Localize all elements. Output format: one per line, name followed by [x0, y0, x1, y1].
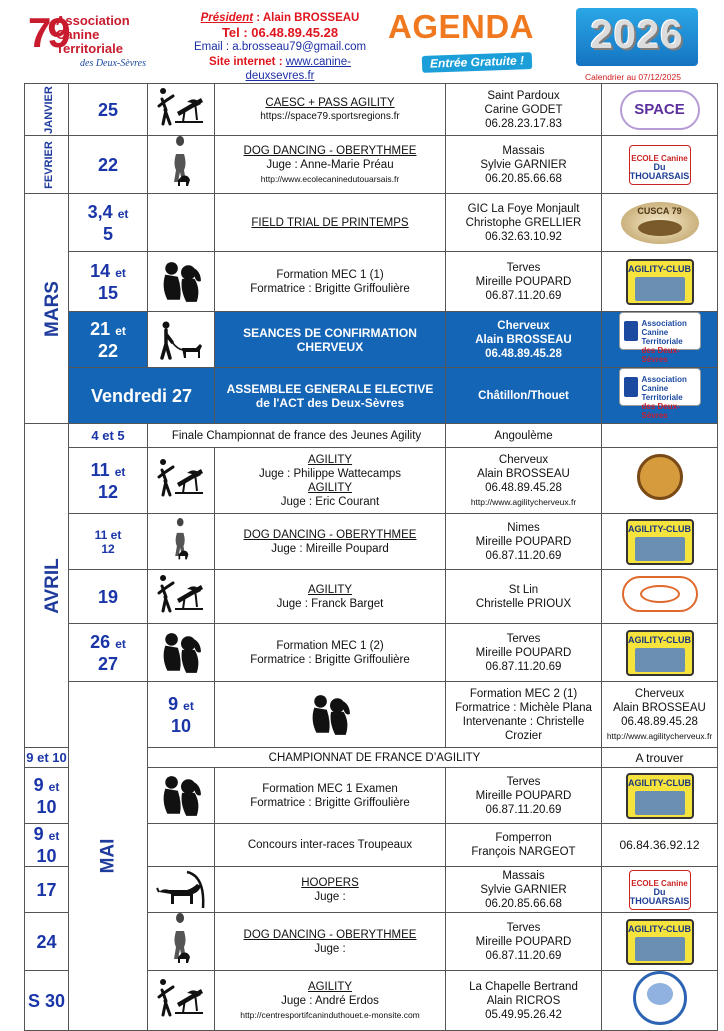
event-date: 19	[69, 570, 148, 624]
ecole-thouarsais-logo	[629, 870, 691, 910]
year-banner	[576, 8, 698, 66]
event-cell	[215, 570, 446, 624]
agility-icon	[148, 84, 215, 136]
month-label: FEVRIER	[42, 140, 55, 189]
location-cell	[602, 682, 718, 748]
location: Fomperron	[495, 832, 552, 844]
date-start: 9	[33, 774, 44, 795]
event-trainer: Formatrice : Brigitte Griffoulière	[250, 282, 410, 295]
event-url[interactable]: http://centresportifcaninduthouet.e-monsite.com	[240, 1009, 420, 1020]
event-judge-2: Juge : Eric Courant	[280, 495, 380, 508]
date-start: 3,4	[87, 201, 113, 222]
table-row	[25, 194, 718, 252]
location-cell	[446, 913, 602, 971]
mec-icon	[148, 624, 215, 682]
location-cell	[446, 824, 602, 867]
date-start: 9	[168, 693, 179, 714]
contact-phone: 06.87.11.20.69	[485, 289, 562, 302]
location-cell	[446, 194, 602, 252]
event-speaker: Intervenante : Christelle Crozier	[462, 715, 585, 742]
date-start: 11	[90, 459, 110, 480]
empty-icon-cell	[148, 194, 215, 252]
location: Terves	[506, 632, 541, 645]
empty-icon-cell	[148, 824, 215, 867]
location-cell	[446, 867, 602, 913]
date-and: et	[48, 779, 60, 794]
event-date	[25, 824, 69, 867]
page-header	[0, 0, 724, 86]
event-title: FIELD TRIAL DE PRINTEMPS	[251, 216, 409, 229]
logo-line2: Territoriale	[641, 393, 683, 402]
act-logo	[619, 368, 701, 420]
event-title: AGILITY	[307, 980, 353, 993]
event-cell	[446, 682, 602, 748]
event-cell: CHAMPIONNAT DE FRANCE D’AGILITY	[148, 748, 602, 768]
date-end: 12	[101, 541, 115, 556]
contact-phone: 06.20.85.66.68	[485, 172, 562, 185]
event-subtitle: CHERVEUX	[296, 339, 364, 354]
event-cell	[215, 913, 446, 971]
event-date: 24	[25, 913, 69, 971]
event-cell	[215, 194, 446, 252]
mec-icon	[215, 682, 446, 748]
logo-line3: des Deux-Sèvres	[641, 346, 680, 364]
logo-text	[56, 14, 130, 56]
event-cell: Concours inter-races Troupeaux	[215, 824, 446, 867]
event-trainer: Formatrice : Michèle Plana	[455, 701, 592, 714]
event-date: 25	[69, 84, 148, 136]
date-and: et	[114, 464, 126, 479]
club-logo-cell	[602, 624, 718, 682]
location: Nimes	[507, 521, 540, 534]
agility-club-logo	[626, 773, 694, 819]
event-cell: Finale Championnat de france des Jeunes Agility	[148, 424, 446, 448]
location-cell	[446, 570, 602, 624]
table-row-highlight	[25, 312, 718, 368]
event-title: HOOPERS	[301, 876, 359, 889]
event-title: DOG DANCING - OBERYTHMEE	[243, 928, 417, 941]
club-logo-cell	[602, 971, 718, 1031]
club-logo-cell	[602, 570, 718, 624]
contact-name: Alain BROSSEAU	[475, 333, 572, 346]
month-label: MAI	[96, 838, 118, 874]
event-date	[69, 514, 148, 570]
date-end: 27	[97, 653, 119, 674]
space-logo: SPACE	[620, 90, 700, 130]
event-title: SEANCES DE CONFIRMATION	[243, 325, 417, 340]
free-entry-badge: Entrée Gratuite !	[422, 52, 533, 73]
club-logo-cell	[602, 448, 718, 514]
club-logo-cell	[602, 424, 718, 448]
contact-name: Mireille POUPARD	[475, 535, 572, 548]
location: Cherveux	[634, 687, 685, 700]
contact-name: Alain BROSSEAU	[477, 467, 570, 480]
event-url[interactable]: http://www.ecolecaninedutouarsais.fr	[260, 173, 400, 184]
contact-phone: 06.48.89.45.28	[621, 715, 698, 728]
date-and: et	[117, 206, 129, 221]
month-label: AVRIL	[41, 557, 63, 614]
location-cell	[446, 971, 602, 1031]
event-title: CAESC + PASS AGILITY	[265, 96, 395, 109]
location: St Lin	[508, 583, 539, 596]
agility-club-logo	[626, 919, 694, 965]
date-end: 12	[97, 481, 119, 502]
month-march	[25, 194, 69, 424]
dog-dancing-icon	[148, 514, 215, 570]
table-row	[25, 424, 718, 448]
table-row	[25, 136, 718, 194]
date-and: et	[115, 265, 126, 280]
date-end: 15	[97, 282, 119, 303]
date-end: 5	[102, 223, 113, 244]
date-end: 10	[170, 715, 192, 736]
club-logo-cell	[602, 194, 718, 252]
event-date	[69, 624, 148, 682]
event-cell	[215, 84, 446, 136]
event-date	[69, 312, 148, 368]
event-title: DOG DANCING - OBERYTHMEE	[243, 528, 417, 541]
logo-text: AGILITY-CLUB	[628, 523, 691, 534]
date-and: et	[115, 636, 126, 651]
location-cell: A trouver	[602, 748, 718, 768]
president-label: Président	[200, 12, 254, 24]
location: Saint Pardoux	[487, 89, 560, 102]
year-text: 2026	[590, 13, 684, 57]
event-cell	[215, 624, 446, 682]
table-row	[25, 252, 718, 312]
contact-phone: 05.49.95.26.42	[485, 1008, 562, 1021]
event-title: AGILITY	[307, 453, 353, 466]
mec-icon	[148, 768, 215, 824]
event-title: Formation MEC 1 (2)	[276, 639, 384, 652]
event-cell	[215, 514, 446, 570]
table-row	[25, 570, 718, 624]
month-february	[25, 136, 69, 194]
contact-name: François NARGEOT	[471, 846, 576, 858]
club-logo-cell	[602, 368, 718, 424]
calendar-note: Calendrier au 07/12/2025	[585, 72, 681, 82]
club-logo-cell	[602, 84, 718, 136]
date-and: et	[183, 698, 194, 713]
event-cell	[215, 368, 446, 424]
act-logo	[619, 312, 701, 364]
association-logo	[28, 9, 168, 74]
event-date: 17	[25, 867, 69, 913]
event-date	[25, 768, 69, 824]
location-cell: Angoulème	[446, 424, 602, 448]
agenda-table	[24, 83, 718, 1031]
table-row	[25, 682, 718, 748]
st-lin-club-logo	[622, 576, 698, 612]
contact-block	[180, 11, 380, 84]
agility-icon	[148, 971, 215, 1031]
contact-phone: 06.87.11.20.69	[485, 549, 562, 562]
location: Terves	[506, 775, 541, 788]
event-judge: Juge : Philippe Wattecamps	[258, 467, 402, 480]
event-trainer: Formatrice : Brigitte Griffoulière	[250, 653, 410, 666]
contact-name: Alain BROSSEAU	[613, 701, 706, 714]
location-cell	[446, 136, 602, 194]
event-title: ASSEMBLEE GENERALE ELECTIVE	[226, 381, 434, 396]
event-judge: Juge :	[314, 890, 346, 903]
event-title: AGILITY	[307, 583, 353, 596]
month-april	[25, 424, 69, 748]
contact-phone: 06.32.63.10.92	[485, 230, 562, 243]
event-judge: Juge : Mireille Poupard	[271, 542, 389, 555]
club-logo-cell	[602, 136, 718, 194]
contact-name: Sylvie GARNIER	[480, 883, 567, 896]
dog-dancing-icon	[148, 136, 215, 194]
agenda-title: AGENDA	[388, 8, 535, 45]
event-date: S 30	[25, 971, 69, 1031]
event-cell	[215, 136, 446, 194]
logo-line2: Du THOUARSAIS	[629, 886, 690, 906]
ecole-thouarsais-logo	[629, 145, 691, 185]
agenda-banner	[388, 10, 548, 76]
location: Massais	[502, 144, 545, 157]
location: Cherveux	[498, 453, 549, 466]
month-label: MARS	[41, 280, 63, 337]
event-trainer: Formatrice : Brigitte Griffoulière	[250, 796, 410, 809]
location: Terves	[506, 921, 541, 934]
location: Massais	[502, 869, 545, 882]
club-logo-cell	[602, 768, 718, 824]
location-cell	[446, 768, 602, 824]
logo-text: AGILITY-CLUB	[628, 777, 691, 788]
contact-phone: 06.48.89.45.28	[485, 347, 562, 360]
logo-text: CUSCA 79	[637, 206, 682, 216]
location-cell	[446, 448, 602, 514]
contact-phone: 06.48.89.45.28	[485, 481, 562, 494]
event-date	[69, 194, 148, 252]
logo-text: AGILITY-CLUB	[628, 923, 691, 934]
cusca-logo	[621, 202, 699, 244]
club-logo-cell	[602, 252, 718, 312]
table-row	[25, 514, 718, 570]
event-cell	[215, 252, 446, 312]
month-january	[25, 84, 69, 136]
table-row	[25, 84, 718, 136]
agility-icon	[148, 448, 215, 514]
event-date: 9 et 10	[25, 748, 69, 768]
date-end: 10	[36, 796, 57, 817]
event-cell	[215, 768, 446, 824]
logo-line1: Association Canine	[641, 319, 687, 337]
contact-name: Christelle PRIOUX	[475, 597, 572, 610]
agility-club-logo	[626, 259, 694, 305]
month-may	[69, 682, 148, 1031]
event-title: DOG DANCING - OBERYTHMEE	[243, 144, 417, 157]
event-date: Vendredi 27	[69, 368, 215, 424]
club-logo-cell	[602, 913, 718, 971]
logo-line2: Du THOUARSAIS	[629, 161, 690, 181]
contact-name: Mireille POUPARD	[475, 275, 572, 288]
contact-name: Sylvie GARNIER	[480, 158, 567, 171]
event-title: Formation MEC 2 (1)	[469, 687, 578, 700]
contact-phone: 06.28.23.17.83	[485, 117, 562, 130]
contact-name: Mireille POUPARD	[475, 646, 572, 659]
event-subtitle: de l'ACT des Deux-Sèvres	[255, 395, 405, 410]
logo-subtitle: des Deux-Sèvres	[80, 58, 146, 69]
event-date: 22	[69, 136, 148, 194]
contact-phone: 06.20.85.66.68	[485, 897, 562, 910]
agility-club-logo	[626, 630, 694, 676]
event-cell	[215, 312, 446, 368]
site-label: Site internet :	[209, 55, 283, 68]
contact-phone: 06.87.11.20.69	[485, 803, 562, 816]
location: Terves	[506, 261, 541, 274]
site-link[interactable]: www.canine-deuxsevres.fr	[245, 55, 351, 82]
logo-line1: Association	[56, 13, 130, 28]
date-start: 21	[90, 318, 111, 339]
event-url[interactable]: https://space79.sportsregions.fr	[260, 110, 400, 122]
logo-line1: Association Canine	[641, 375, 687, 393]
centre-sportif-logo	[633, 971, 687, 1025]
table-row	[25, 624, 718, 682]
location-cell: Châtillon/Thouet	[446, 368, 602, 424]
event-title: Formation MEC 1 Examen	[262, 782, 398, 795]
location-cell	[446, 312, 602, 368]
site-line	[180, 55, 380, 84]
walking-dog-icon	[148, 312, 215, 368]
location-cell	[446, 514, 602, 570]
event-judge: Juge : Franck Barget	[276, 597, 384, 610]
date-start: 9	[33, 824, 44, 844]
logo-text: AGILITY-CLUB	[628, 263, 691, 274]
dog-dancing-icon	[148, 913, 215, 971]
location: GIC La Foye Monjault	[467, 202, 580, 215]
hoopers-icon	[148, 867, 215, 913]
phone-line: Tel : 06.48.89.45.28	[221, 24, 339, 40]
location-cell	[446, 84, 602, 136]
logo-text: AGILITY-CLUB	[628, 634, 691, 645]
cherveux-club-logo	[625, 448, 695, 508]
agility-icon	[148, 570, 215, 624]
president-line	[180, 11, 380, 26]
table-row-highlight	[25, 368, 718, 424]
event-cell	[215, 971, 446, 1031]
president-name: : Alain BROSSEAU	[256, 12, 360, 24]
event-date	[148, 682, 215, 748]
event-judge: Juge :	[314, 942, 346, 955]
location-cell	[446, 624, 602, 682]
event-judge: Juge : André Erdos	[281, 994, 379, 1007]
logo-line3: des Deux-Sèvres	[641, 402, 680, 420]
date-start: 11	[94, 527, 108, 542]
contact-phone: 06.84.36.92.12	[602, 824, 718, 867]
date-end: 22	[97, 340, 119, 361]
logo-number: 79	[28, 9, 67, 56]
month-label: JANVIER	[42, 85, 55, 134]
event-title: Formation MEC 1 (1)	[276, 268, 384, 281]
club-logo-cell	[602, 312, 718, 368]
agility-club-logo	[626, 519, 694, 565]
contact-phone: 06.87.11.20.69	[485, 660, 562, 673]
event-date	[69, 448, 148, 514]
location: Cherveux	[497, 319, 550, 332]
date-and: et	[48, 829, 60, 843]
contact-name: Alain RICROS	[486, 994, 561, 1007]
logo-line2: Canine	[56, 27, 100, 42]
contact-phone: 06.87.11.20.69	[485, 949, 562, 962]
event-date: 4 et 5	[69, 424, 148, 448]
contact-name: Mireille POUPARD	[475, 789, 572, 802]
location-cell	[446, 252, 602, 312]
contact-name: Mireille POUPARD	[475, 935, 572, 948]
club-logo-cell	[602, 867, 718, 913]
email-line[interactable]: Email : a.brosseau79@gmail.com	[193, 41, 367, 53]
contact-name: Christophe GRELLIER	[465, 216, 582, 229]
date-end: 10	[36, 846, 57, 866]
date-start: 26	[90, 631, 111, 652]
date-and: et	[110, 527, 122, 542]
contact-name: Carine GODET	[484, 103, 563, 116]
event-judge: Juge : Anne-Marie Préau	[266, 158, 394, 171]
club-url[interactable]: http://www.agilitycherveux.fr	[470, 496, 577, 507]
club-url[interactable]: http://www.agilitycherveux.fr	[606, 730, 713, 741]
event-cell	[215, 448, 446, 514]
event-title-2: AGILITY	[307, 481, 353, 494]
logo-line1: ECOLE Canine	[631, 878, 688, 888]
logo-line1: ECOLE Canine	[631, 153, 688, 163]
table-row	[25, 448, 718, 514]
mec-icon	[148, 252, 215, 312]
club-logo-cell	[602, 514, 718, 570]
logo-line2: Territoriale	[641, 337, 683, 346]
date-and: et	[115, 323, 126, 338]
event-date	[69, 252, 148, 312]
event-cell	[215, 867, 446, 913]
location: La Chapelle Bertrand	[469, 980, 578, 993]
logo-line3: Territoriale	[56, 41, 123, 56]
date-start: 14	[90, 260, 111, 281]
